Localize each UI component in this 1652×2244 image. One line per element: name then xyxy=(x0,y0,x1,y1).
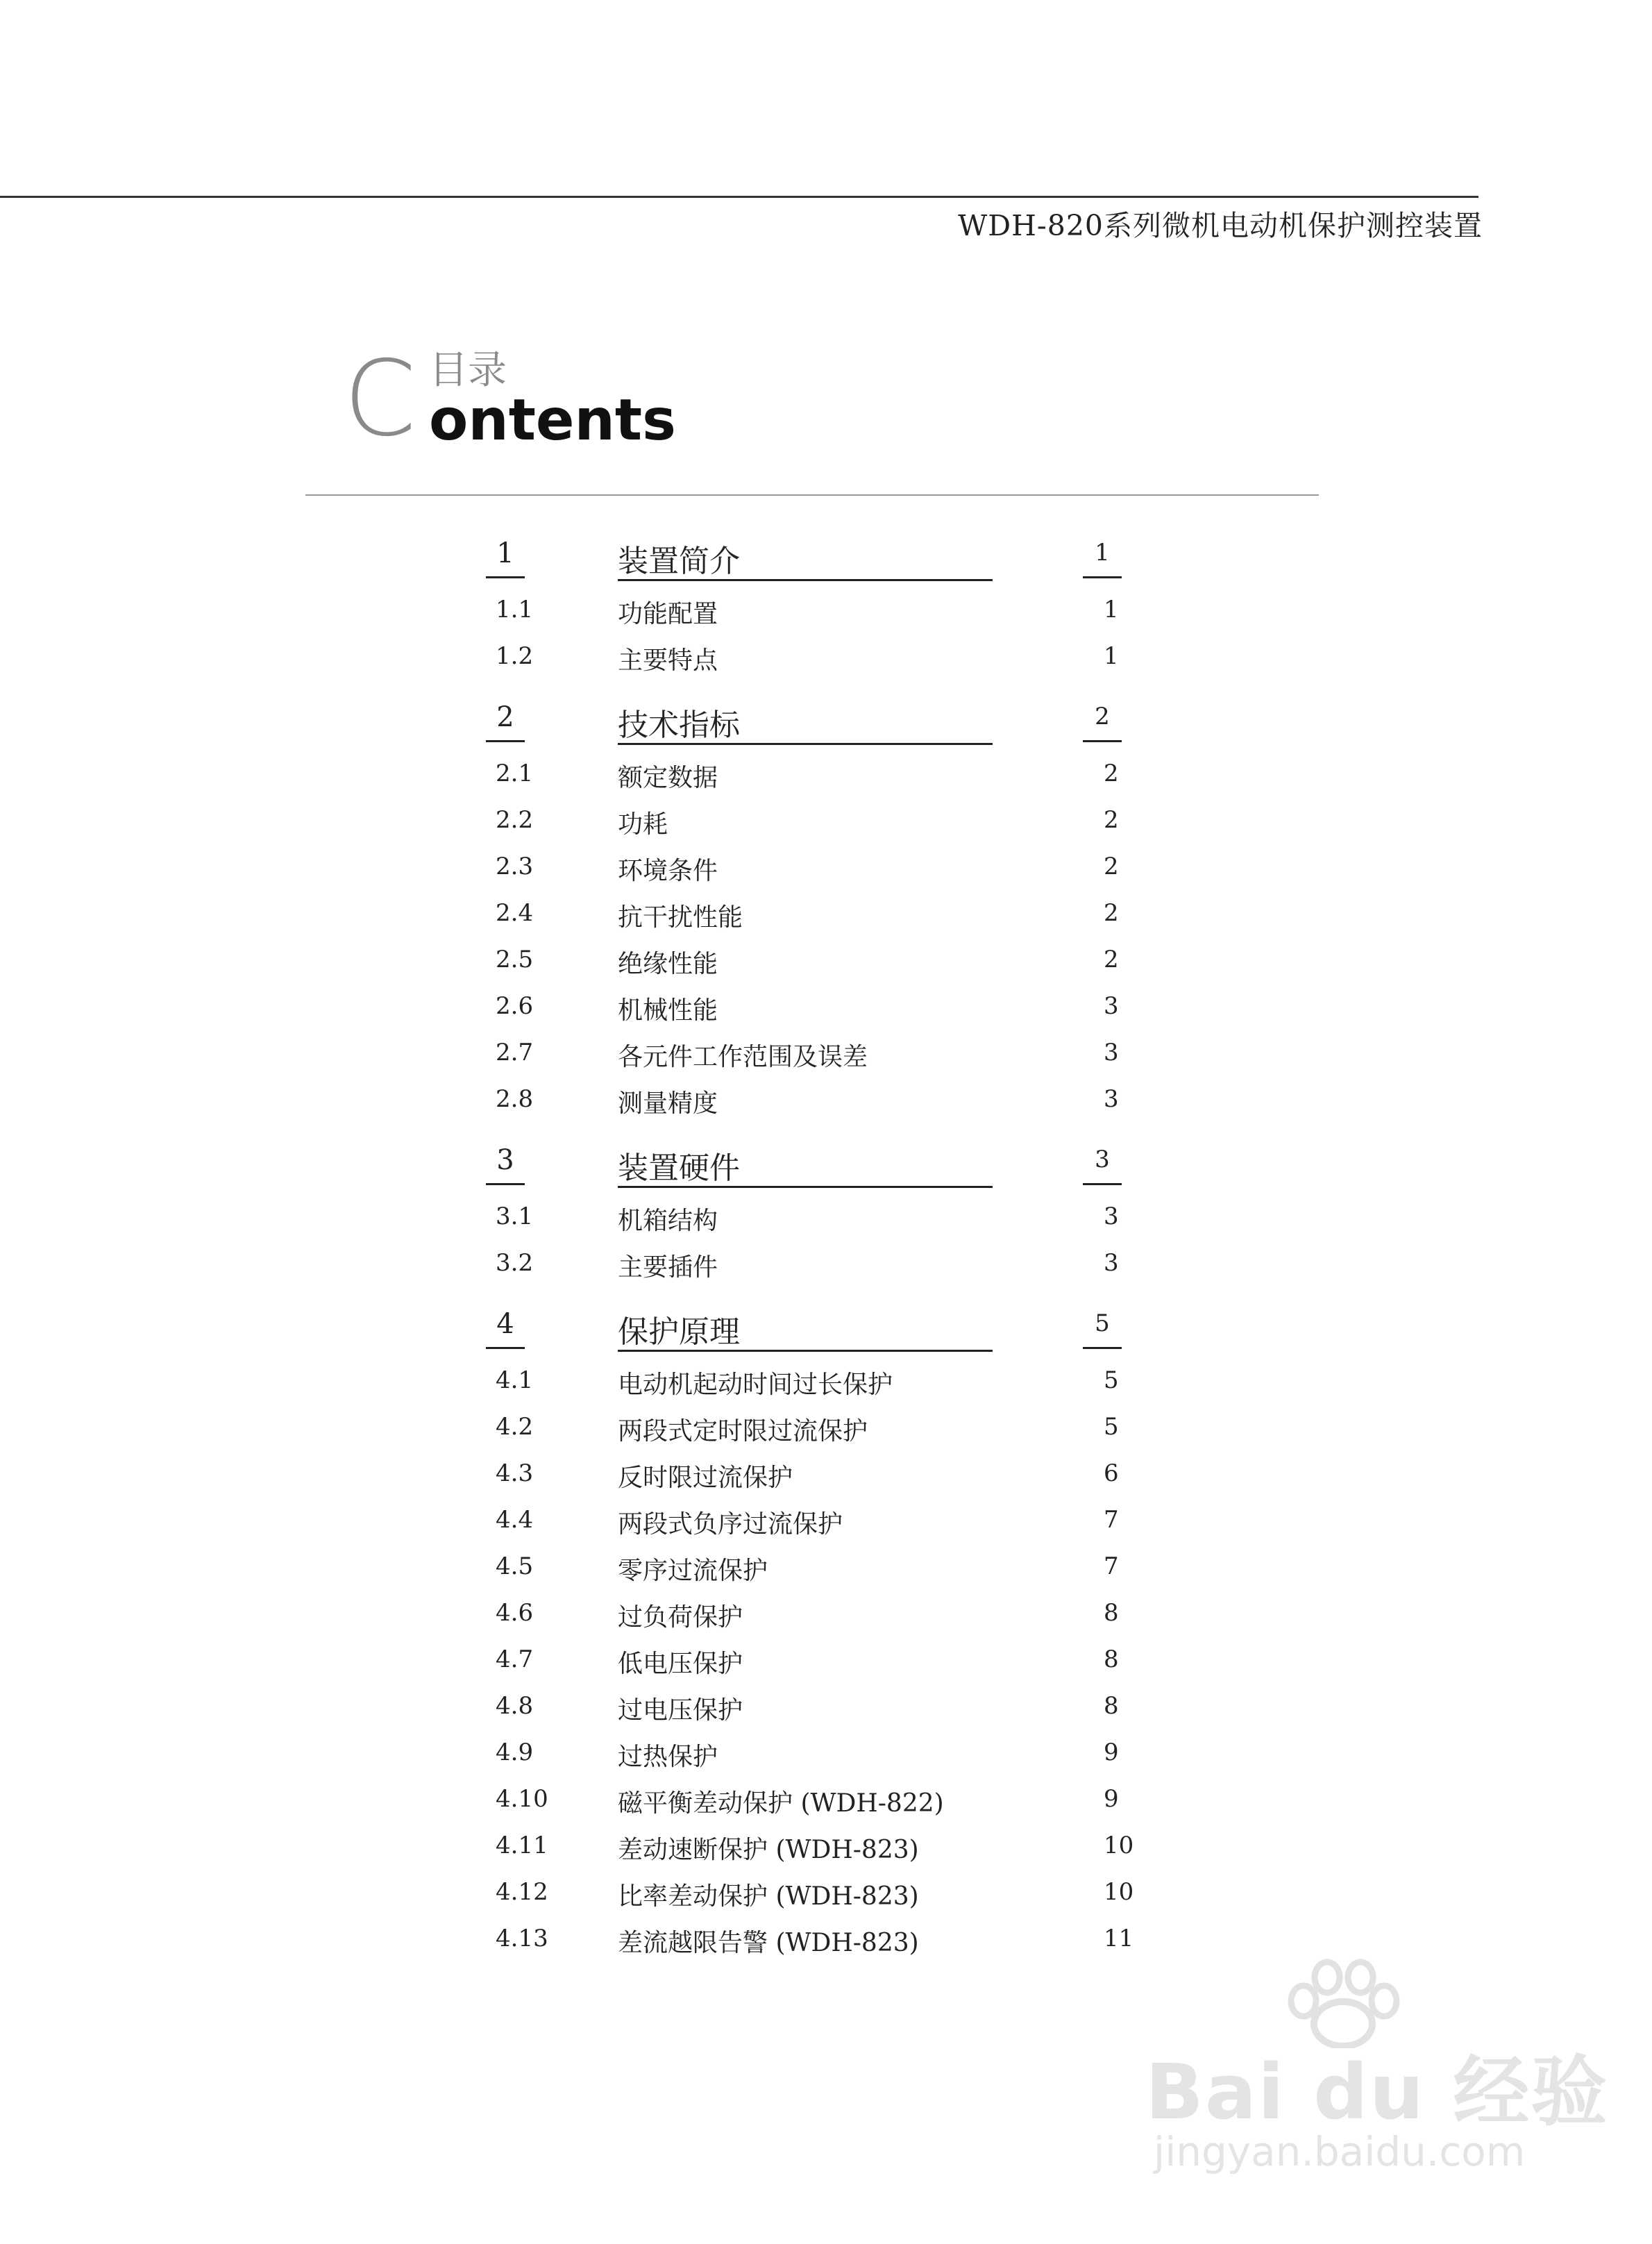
toc-page-number: 10 xyxy=(1104,1832,1134,1859)
toc-number: 4.1 xyxy=(496,1366,534,1394)
toc-page-number: 2 xyxy=(1104,806,1119,834)
toc-entry-row xyxy=(486,982,1152,1029)
toc-number: 2 xyxy=(486,701,525,742)
toc-title: 各元件工作范围及误差 xyxy=(618,1043,868,1071)
toc-page-number: 7 xyxy=(1104,1552,1119,1580)
toc-page-number: 3 xyxy=(1104,1039,1119,1066)
toc-title: 低电压保护 xyxy=(618,1650,743,1678)
toc-page-number: 8 xyxy=(1104,1646,1119,1673)
toc-number: 4.8 xyxy=(496,1692,534,1720)
toc-entry-row xyxy=(486,1193,1152,1239)
toc-page-number: 7 xyxy=(1104,1506,1119,1534)
toc-title: 机箱结构 xyxy=(618,1207,718,1235)
toc-entry-row xyxy=(486,1029,1152,1075)
toc-page-number: 3 xyxy=(1083,1146,1122,1185)
toc-section-row xyxy=(486,1141,1152,1193)
toc-number: 4.2 xyxy=(496,1413,534,1441)
watermark-url: jingyan.baidu.com xyxy=(1154,2128,1526,2175)
toc-title: 机械性能 xyxy=(618,996,718,1025)
toc-section-row xyxy=(486,1305,1152,1357)
toc-number: 1.1 xyxy=(496,596,534,623)
toc-entry-row xyxy=(486,1729,1152,1775)
toc-entry-row xyxy=(486,750,1152,796)
toc-entry-row xyxy=(486,1357,1152,1403)
header-rule xyxy=(0,196,1478,198)
toc-title: 差动速断保护 (WDH-823) xyxy=(618,1836,919,1864)
toc-title: 装置硬件 xyxy=(618,1150,740,1186)
toc-title: 技术指标 xyxy=(618,707,740,743)
toc-entry-row xyxy=(486,796,1152,843)
toc-number: 2.5 xyxy=(496,946,534,973)
toc-number: 2.8 xyxy=(496,1085,534,1113)
toc-title: 环境条件 xyxy=(618,857,718,885)
toc-page-number: 3 xyxy=(1104,1203,1119,1230)
toc-title: 两段式负序过流保护 xyxy=(618,1510,843,1539)
toc-title: 零序过流保护 xyxy=(618,1557,768,1585)
toc-entry-row xyxy=(486,586,1152,633)
toc-entry-row xyxy=(486,1636,1152,1682)
table-of-contents xyxy=(486,535,1152,1961)
toc-page-number: 2 xyxy=(1104,899,1119,927)
toc-title: 过负荷保护 xyxy=(618,1603,743,1632)
toc-entry-row xyxy=(486,1682,1152,1729)
toc-entry-row xyxy=(486,1868,1152,1915)
toc-title: 电动机起动时间过长保护 xyxy=(618,1371,893,1399)
toc-title: 装置简介 xyxy=(618,544,740,579)
toc-section-row xyxy=(486,535,1152,586)
toc-number: 4.12 xyxy=(496,1878,548,1906)
toc-number: 2.2 xyxy=(496,806,534,834)
toc-entry-row xyxy=(486,843,1152,889)
toc-entry-row xyxy=(486,1915,1152,1961)
toc-page-number: 5 xyxy=(1104,1413,1119,1441)
toc-number: 4.9 xyxy=(496,1739,534,1766)
toc-page-number: 1 xyxy=(1104,596,1119,623)
toc-title: 差流越限告警 (WDH-823) xyxy=(618,1929,919,1957)
contents-heading-english: ontents xyxy=(429,387,676,453)
toc-number: 4 xyxy=(486,1308,525,1349)
toc-page-number: 2 xyxy=(1083,703,1122,742)
toc-page-number: 2 xyxy=(1104,760,1119,787)
toc-number: 1.2 xyxy=(496,642,534,670)
toc-entry-row xyxy=(486,1239,1152,1286)
toc-entry-row xyxy=(486,1403,1152,1450)
toc-section-underline xyxy=(618,743,993,745)
toc-page-number: 2 xyxy=(1104,853,1119,880)
toc-entry-row xyxy=(486,1496,1152,1543)
toc-entry-row xyxy=(486,1775,1152,1822)
toc-entry-row xyxy=(486,1589,1152,1636)
toc-title: 比率差动保护 (WDH-823) xyxy=(618,1882,919,1911)
toc-section-row xyxy=(486,698,1152,750)
toc-title: 额定数据 xyxy=(618,764,718,792)
toc-number: 3 xyxy=(486,1144,525,1185)
toc-page-number: 9 xyxy=(1104,1739,1119,1766)
toc-title: 抗干扰性能 xyxy=(618,903,743,932)
toc-page-number: 3 xyxy=(1104,1249,1119,1277)
toc-page-number: 8 xyxy=(1104,1599,1119,1627)
toc-page-number: 3 xyxy=(1104,992,1119,1020)
toc-section-underline xyxy=(618,579,993,581)
toc-title: 绝缘性能 xyxy=(618,950,718,978)
toc-number: 2.3 xyxy=(496,853,534,880)
toc-entry-row xyxy=(486,1822,1152,1868)
toc-title: 主要插件 xyxy=(618,1253,718,1282)
toc-number: 4.5 xyxy=(496,1552,534,1580)
toc-title: 过电压保护 xyxy=(618,1696,743,1725)
toc-number: 2.1 xyxy=(496,760,534,787)
toc-title: 过热保护 xyxy=(618,1743,718,1771)
toc-page-number: 10 xyxy=(1104,1878,1134,1906)
contents-initial: C xyxy=(344,339,416,460)
toc-number: 4.6 xyxy=(496,1599,534,1627)
toc-title: 保护原理 xyxy=(618,1314,740,1350)
toc-page-number: 3 xyxy=(1104,1085,1119,1113)
baidu-jingyan-watermark xyxy=(1145,1958,1609,2187)
toc-entry-row xyxy=(486,1075,1152,1122)
toc-number: 2.4 xyxy=(496,899,534,927)
watermark-brand: Bai du 经验 xyxy=(1145,2048,1609,2136)
toc-title: 主要特点 xyxy=(618,646,718,675)
toc-page-number: 1 xyxy=(1104,642,1119,670)
toc-section-underline xyxy=(618,1350,993,1352)
toc-page-number: 5 xyxy=(1104,1366,1119,1394)
toc-title: 功能配置 xyxy=(618,600,718,628)
toc-page-number: 9 xyxy=(1104,1785,1119,1813)
toc-number: 4.7 xyxy=(496,1646,534,1673)
toc-page-number: 11 xyxy=(1104,1925,1134,1952)
toc-page-number: 5 xyxy=(1083,1309,1122,1349)
contents-divider xyxy=(305,494,1319,496)
toc-number: 4.13 xyxy=(496,1925,548,1952)
toc-section-underline xyxy=(618,1186,993,1188)
toc-number: 1 xyxy=(486,537,525,578)
toc-page-number: 8 xyxy=(1104,1692,1119,1720)
contents-heading-chinese: 目录 xyxy=(429,348,507,393)
toc-page-number: 2 xyxy=(1104,946,1119,973)
toc-number: 2.7 xyxy=(496,1039,534,1066)
toc-entry-row xyxy=(486,633,1152,679)
toc-title: 反时限过流保护 xyxy=(618,1464,793,1492)
toc-entry-row xyxy=(486,1543,1152,1589)
toc-number: 4.10 xyxy=(496,1785,548,1813)
toc-page-number: 1 xyxy=(1083,539,1122,578)
toc-entry-row xyxy=(486,1450,1152,1496)
toc-title: 两段式定时限过流保护 xyxy=(618,1417,868,1446)
toc-number: 3.1 xyxy=(496,1203,534,1230)
toc-entry-row xyxy=(486,889,1152,936)
toc-number: 4.4 xyxy=(496,1506,534,1534)
toc-number: 2.6 xyxy=(496,992,534,1020)
toc-title: 测量精度 xyxy=(618,1089,718,1118)
toc-title: 功耗 xyxy=(618,810,668,839)
toc-number: 3.2 xyxy=(496,1249,534,1277)
toc-entry-row xyxy=(486,936,1152,982)
toc-number: 4.11 xyxy=(496,1832,548,1859)
toc-title: 磁平衡差动保护 (WDH-822) xyxy=(618,1789,944,1818)
document-title: WDH-820系列微机电动机保护测控装置 xyxy=(958,209,1483,242)
toc-number: 4.3 xyxy=(496,1459,534,1487)
toc-page-number: 6 xyxy=(1104,1459,1119,1487)
